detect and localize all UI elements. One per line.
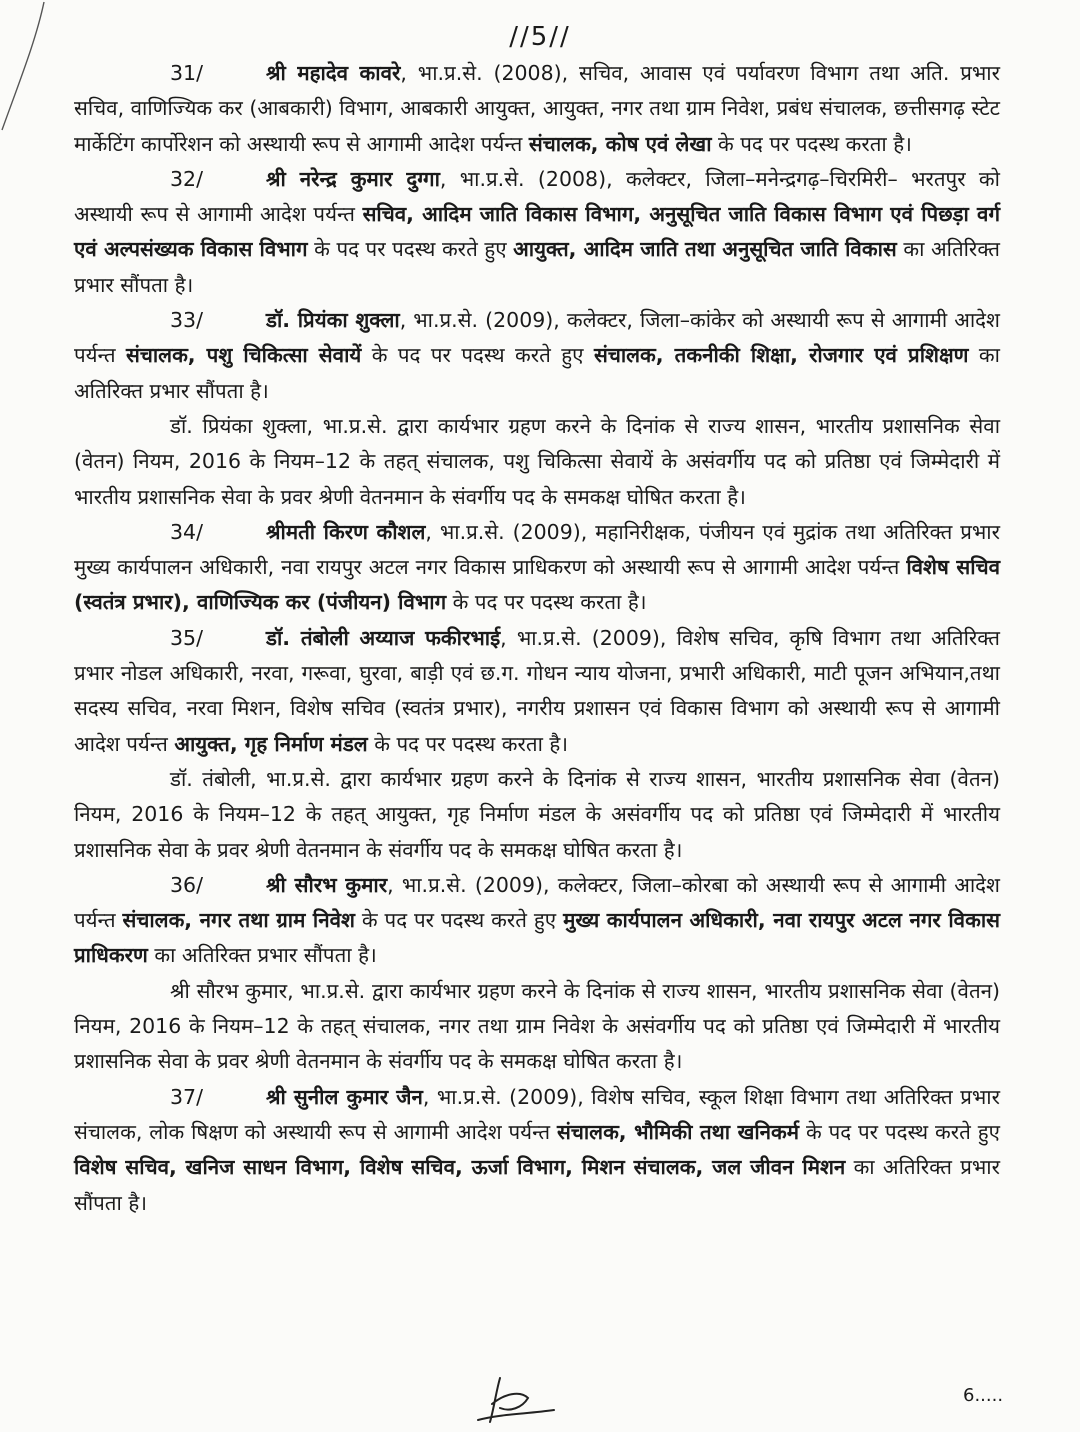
- officer-name: श्री महादेव कावरे: [266, 61, 401, 85]
- paragraph-text: , भा.प्र.से. (2008), कलेक्टर, जिला–मनेन्द्रगढ़–चिरमिरी– भरतपुर को अस्थायी रूप से आगामी आदेश पर्यन्त: [74, 166, 1000, 227]
- paragraph-text: के पद पर पदस्थ करते हुए: [799, 1119, 1000, 1144]
- paragraph-number: 33/: [170, 308, 203, 333]
- order-paragraph-note: [74, 409, 1000, 515]
- posting-text: सचिव, आदिम जाति विकास विभाग, अनुसूचित जाति विकास विभाग एवं पिछड़ा वर्ग एवं अल्पसंख्यक विकास विभाग: [74, 202, 1000, 262]
- additional-charge-text: आयुक्त, आदिम जाति तथा अनुसूचित जाति विकास: [513, 237, 897, 262]
- paragraph-text: , भा.प्र.से. (2009), विशेष सचिव, कृषि विभाग तथा अतिरिक्त प्रभार नोडल अधिकारी, नरवा, गरूवा, घुरवा, बाड़ी एवं छ.ग. गोधन न्याय योजना, प्रभारी अधिकारी, माटी पूजन अभियान,तथा सदस्य सचिव, नरवा मिशन, विशेष सचिव (स्वतंत्र प्रभार), नगरीय प्रशासन एवं विकास विभाग को अस्थायी रूप से आगामी आदेश पर्यन्त: [74, 625, 1000, 756]
- officer-name: डॉ. तंबोली अय्याज फकीरभाई: [266, 625, 501, 650]
- order-paragraph: [74, 621, 1000, 762]
- order-body: [74, 56, 1000, 1221]
- posting-text: विशेष सचिव (स्वतंत्र प्रभार), वाणिज्यिक कर (पंजीयन) विभाग: [74, 555, 1000, 615]
- paragraph-text: , भा.प्र.से. (2009), महानिरीक्षक, पंजीयन एवं मुद्रांक तथा अतिरिक्त प्रभार मुख्य कार्यपालन अधिकारी, नवा रायपुर अटल नगर विकास प्राधिकरण को अस्थायी रूप से आगामी आदेश पर्यन्त: [74, 519, 1000, 580]
- order-paragraph-note: [74, 762, 1000, 868]
- paragraph-text: , भा.प्र.से. (2009), कलेक्टर, जिला–कांकेर को अस्थायी रूप से आगामी आदेश पर्यन्त: [74, 308, 1000, 368]
- paragraph-text: के पद पर पदस्थ करते हुए: [354, 908, 564, 933]
- paragraph-text: का अतिरिक्त प्रभार सौंपता है।: [74, 343, 1000, 403]
- signature-initials: [470, 1374, 560, 1426]
- paragraph-text: का अतिरिक्त प्रभार सौंपता है।: [74, 1155, 1000, 1215]
- order-paragraph-note: [74, 974, 1000, 1080]
- posting-text: संचालक, कोष एवं लेखा: [528, 131, 712, 156]
- additional-charge-text: विशेष सचिव, खनिज साधन विभाग, विशेष सचिव, ऊर्जा विभाग, मिशन संचालक, जल जीवन मिशन: [74, 1155, 846, 1180]
- paragraph-number: 32/: [170, 166, 203, 191]
- paragraph-text: का अतिरिक्त प्रभार सौंपता है।: [74, 237, 1000, 297]
- order-paragraph: [74, 162, 1000, 303]
- order-paragraph: [74, 868, 1000, 974]
- order-paragraph: [74, 303, 1000, 409]
- posting-text: संचालक, नगर तथा ग्राम निवेश: [122, 908, 355, 933]
- paragraph-number: 31/: [170, 61, 203, 85]
- paragraph-text: के पद पर पदस्थ करता है।: [367, 731, 569, 756]
- order-paragraph: [74, 1080, 1000, 1221]
- paragraph-number: 36/: [170, 872, 203, 897]
- officer-name: श्री सौरभ कुमार: [266, 872, 388, 897]
- paragraph-number: 37/: [170, 1084, 203, 1109]
- paragraph-text: , भा.प्र.से. (2008), सचिव, आवास एवं पर्यावरण विभाग तथा अति. प्रभार सचिव, वाणिज्यिक कर (आबकारी) विभाग, आबकारी आयुक्त, आयुक्त, नगर तथा ग्राम निवेश, प्रबंध संचालक, छत्तीसगढ़ स्टेट मार्केटिंग कार्पोरेशन को अस्थायी रूप से आगामी आदेश पर्यन्त: [74, 61, 1000, 156]
- paragraph-text: का अतिरिक्त प्रभार सौंपता है।: [147, 943, 377, 968]
- posting-text: संचालक, पशु चिकित्सा सेवायें: [125, 343, 362, 368]
- paragraph-text: के पद पर पदस्थ करते हुए: [361, 343, 594, 368]
- paragraph-text: , भा.प्र.से. (2009), कलेक्टर, जिला–कोरबा को अस्थायी रूप से आगामी आदेश पर्यन्त: [74, 872, 1000, 933]
- officer-name: श्री नरेन्द्र कुमार दुग्गा: [266, 166, 440, 191]
- paragraph-text: श्री सौरभ कुमार, भा.प्र.से. द्वारा कार्यभार ग्रहण करने के दिनांक से राज्य शासन, भारतीय प्रशासनिक सेवा (वेतन) नियम, 2016 के नियम–12 के तहत् संचालक, नगर तथा ग्राम निवेश के असंवर्गीय पद को प्रतिष्ठा एवं जिम्मेदारी में भारतीय प्रशासनिक सेवा के प्रवर श्रेणी वेतनमान के संवर्गीय पद के समकक्ष घोषित करता है।: [74, 978, 1000, 1074]
- officer-name: डॉ. प्रियंका शुक्ला: [266, 308, 400, 333]
- order-paragraph: [74, 515, 1000, 621]
- paragraph-text: के पद पर पदस्थ करता है।: [446, 590, 647, 615]
- margin-pen-stroke: [0, 0, 60, 140]
- page-number: //5//: [509, 22, 571, 52]
- additional-charge-text: मुख्य कार्यपालन अधिकारी, नवा रायपुर अटल नगर विकास प्राधिकरण: [74, 908, 1000, 968]
- paragraph-text: , भा.प्र.से. (2009), विशेष सचिव, स्कूल शिक्षा विभाग तथा अतिरिक्त प्रभार संचालक, लोक षिक्षण को अस्थायी रूप से आगामी आदेश पर्यन्त: [74, 1084, 1000, 1144]
- order-paragraph: [74, 56, 1000, 162]
- officer-name: श्री सुनील कुमार जैन: [266, 1084, 423, 1109]
- officer-name: श्रीमती किरण कौशल: [266, 519, 426, 544]
- paragraph-number: 35/: [170, 625, 203, 650]
- next-page-marker: 6.....: [963, 1385, 1004, 1406]
- paragraph-text: के पद पर पदस्थ करते हुए: [307, 237, 514, 262]
- additional-charge-text: संचालक, तकनीकी शिक्षा, रोजगार एवं प्रशिक्षण: [593, 343, 969, 368]
- paragraph-text: डॉ. प्रियंका शुक्ला, भा.प्र.से. द्वारा कार्यभार ग्रहण करने के दिनांक से राज्य शासन, भारतीय प्रशासनिक सेवा (वेतन) नियम, 2016 के नियम–12 के तहत् संचालक, पशु चिकित्सा सेवायें के असंवर्गीय पद को प्रतिष्ठा एवं जिम्मेदारी में भारतीय प्रशासनिक सेवा के प्रवर श्रेणी वेतनमान के संवर्गीय पद के समकक्ष घोषित करता है।: [74, 413, 1000, 509]
- posting-text: संचालक, भौमिकी तथा खनिकर्म: [556, 1119, 800, 1144]
- paragraph-number: 34/: [170, 519, 203, 544]
- posting-text: आयुक्त, गृह निर्माण मंडल: [174, 731, 368, 756]
- paragraph-text: के पद पर पदस्थ करता है।: [711, 131, 912, 156]
- paragraph-text: डॉ. तंबोली, भा.प्र.से. द्वारा कार्यभार ग्रहण करने के दिनांक से राज्य शासन, भारतीय प्रशासनिक सेवा (वेतन) नियम, 2016 के नियम–12 के तहत् आयुक्त, गृह निर्माण मंडल के असंवर्गीय पद को प्रतिष्ठा एवं जिम्मेदारी में भारतीय प्रशासनिक सेवा के प्रवर श्रेणी वेतनमान के संवर्गीय पद के समकक्ष घोषित करता है।: [74, 766, 1000, 862]
